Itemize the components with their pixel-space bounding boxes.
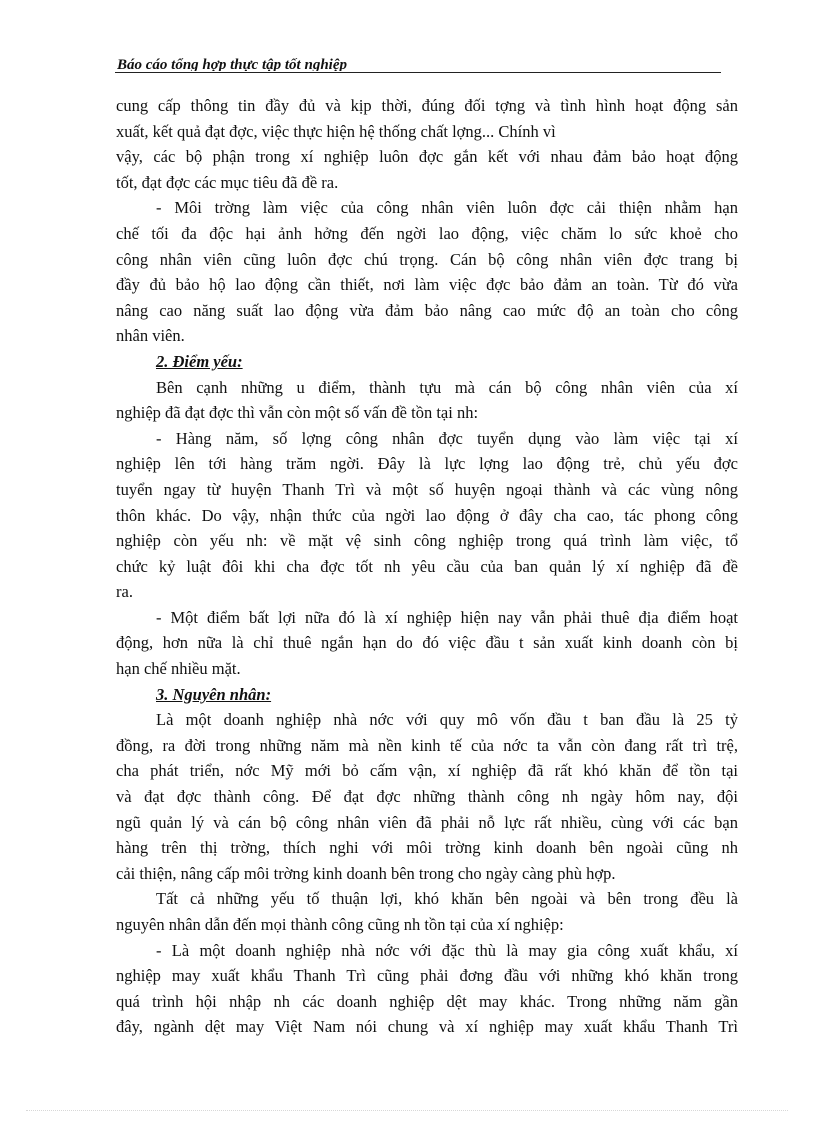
text-line: chức kỷ luật đôi khi cha đợc tốt nh yêu cầu của ban quản lý xí nghiệp đã đề	[116, 556, 738, 576]
text-line: nghiệp lên tới hàng trăm ngời. Đây là lực lợng lao động trẻ, chủ yếu đợc	[116, 454, 738, 474]
text-line: tuyển ngay từ huyện Thanh Trì và một số huyện ngoại thành và các vùng nông	[116, 479, 738, 499]
text-line: nhân viên.	[116, 326, 185, 346]
text-line: - Hàng năm, số lợng công nhân đợc tuyển dụng vào làm việc tại xí	[156, 428, 738, 448]
text-line: nghiệp may xuất khẩu Thanh Trì cũng phải đơng đầu với những khó khăn trong	[116, 966, 738, 986]
text-line: nguyên nhân dẫn đến mọi thành công cũng nh tồn tại của xí nghiệp:	[116, 915, 564, 934]
section-heading-weaknesses	[116, 349, 738, 375]
text-line: chế tối đa độc hại ảnh hởng đến ngời lao động, việc chăm lo sức khoẻ cho	[116, 223, 738, 243]
text-line: Tất cả những yếu tố thuận lợi, khó khăn bên ngoài và bên trong đều là	[156, 889, 738, 909]
text-line: - Một điểm bất lợi nữa đó là xí nghiệp hiện nay vẫn phải thuê địa điểm hoạt	[156, 607, 738, 627]
text-line: nghiệp đã đạt đợc thì vẫn còn một số vấn đề tồn tại nh:	[116, 403, 479, 423]
text-line: đây, ngành dệt may Việt Nam nói chung và xí nghiệp may xuất khẩu Thanh Trì	[116, 1017, 738, 1037]
text-line: nghiệp còn yếu nh: về mặt vệ sinh công nghiệp trong quá trình làm việc, tổ	[116, 531, 738, 551]
text-line: hàng trên thị trờng, thích nghi với môi trờng kinh doanh bên ngoài cũng nh	[116, 838, 738, 858]
text-line: cung cấp thông tin đầy đủ và kịp thời, đúng đối tợng và tình hình hoạt động sản	[116, 96, 738, 115]
text-line: ra.	[116, 582, 133, 602]
text-line: nâng cao năng suất lao động vừa đảm bảo nâng cao mức độ an toàn cho công	[116, 300, 738, 320]
document-body	[116, 93, 738, 1040]
text-line: và đạt đợc thành công. Để đạt đợc những thành công nh ngày hôm nay, đội	[116, 787, 738, 807]
section-heading-text: 2. Điểm yếu:	[156, 351, 243, 371]
text-line: cha phát triển, nớc Mỹ mới bỏ cấm vận, xí nghiệp đã rất khó khăn để tồn tại	[116, 761, 738, 781]
section-heading-text: 3. Nguyên nhân:	[156, 684, 272, 704]
text-line: Bên cạnh những u điểm, thành tựu mà cán bộ công nhân viên của xí	[156, 377, 738, 397]
text-line: - Là một doanh nghiệp nhà nớc với đặc thù là may gia công xuất khẩu, xí	[156, 940, 738, 960]
text-line: đầy đủ bảo hộ lao động cần thiết, nơi làm việc đợc bảo đảm an toàn. Từ đó vừa	[116, 275, 738, 295]
text-line: động, hơn nữa là chỉ thuê ngắn hạn do đó việc đầu t sản xuất kinh doanh còn bị	[116, 633, 738, 653]
text-line: vậy, các bộ phận trong xí nghiệp luôn đợc gắn kết với nhau đảm bảo hoạt động	[116, 147, 738, 167]
text-line: quá trình hội nhập nh các doanh nghiệp dệt may khác. Trong những năm gần	[116, 991, 738, 1011]
text-line: hạn chế nhiều mặt.	[116, 659, 241, 679]
text-line: - Môi trờng làm việc của công nhân viên luôn đợc cải thiện nhằm hạn	[156, 198, 738, 218]
header-divider	[115, 72, 721, 73]
section-heading-causes	[116, 682, 738, 708]
text-line: Là một doanh nghiệp nhà nớc với quy mô vốn đầu t ban đầu là 25 tỷ	[156, 710, 738, 730]
text-line: tốt, đạt đợc các mục tiêu đã đề ra.	[116, 172, 339, 192]
text-line: xuất, kết quả đạt đợc, việc thực hiện hệ thống chất lợng... Chính vì	[116, 121, 556, 141]
page-header-title: Báo cáo tổng hợp thực tập tốt nghiệp	[117, 57, 347, 71]
text-line: cải thiện, nâng cấp môi trờng kinh doanh bên trong cho ngày càng phù hợp.	[116, 863, 616, 883]
text-line: thôn khác. Do vậy, nhận thức của ngời lao động ở đây cha cao, tác phong công	[116, 505, 738, 525]
text-line: ngũ quản lý và cán bộ công nhân viên đã phải nỗ lực rất nhiều, cùng với các bạn	[116, 812, 738, 832]
footer-divider	[26, 1110, 788, 1111]
text-line: công nhân viên cũng luôn đợc chú trọng. Cán bộ công nhân viên đợc trang bị	[116, 249, 738, 269]
text-line: đồng, ra đời trong những năm mà nền kinh tế của nớc ta vẫn còn đang rất trì trệ,	[116, 735, 738, 755]
